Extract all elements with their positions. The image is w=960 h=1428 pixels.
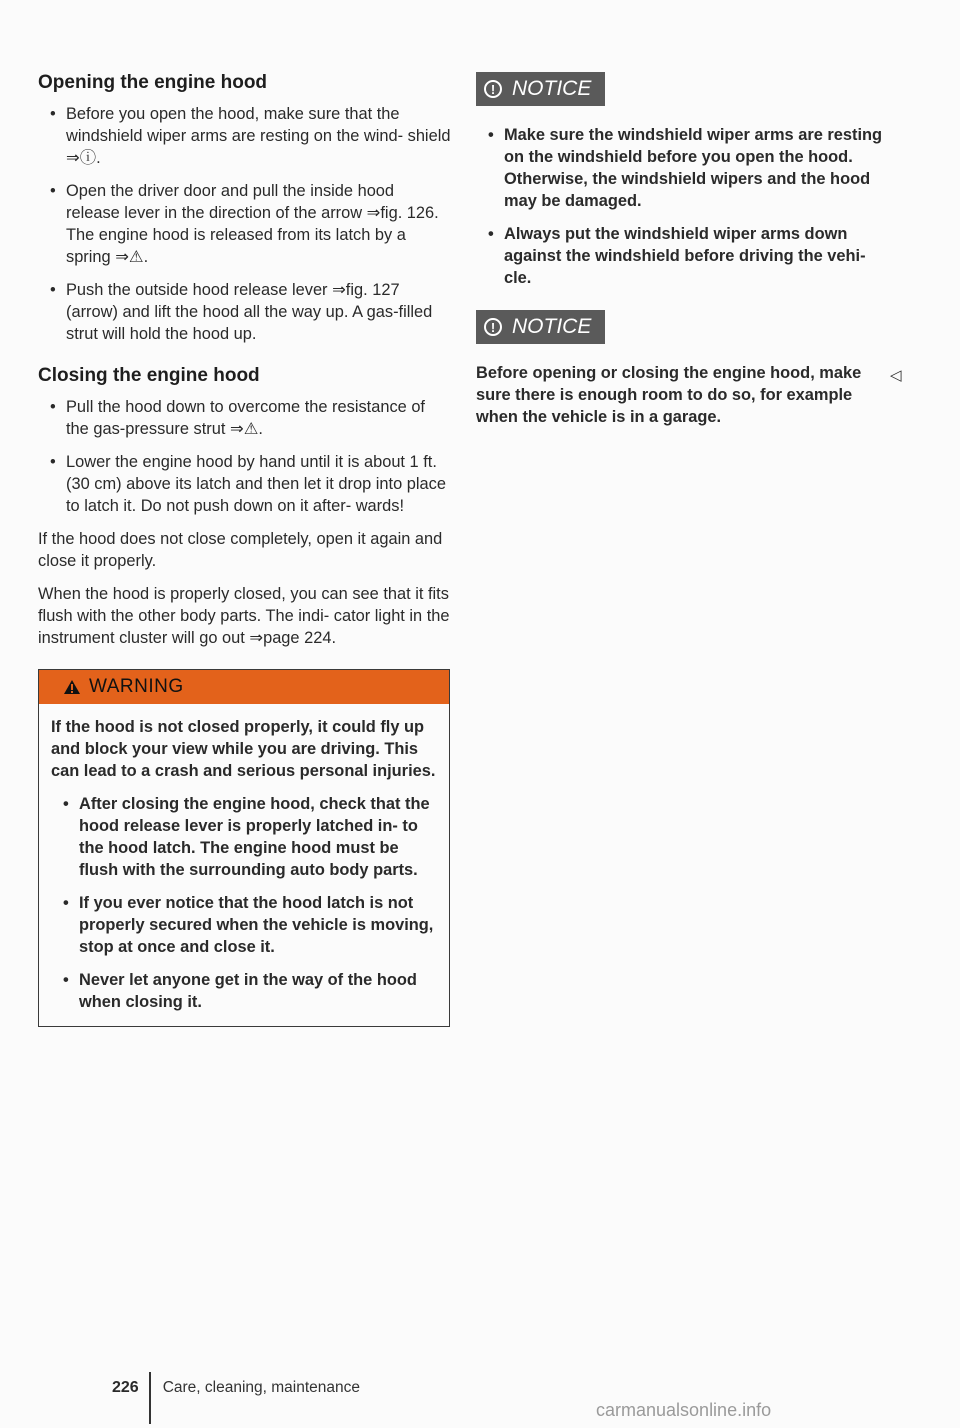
page-number: 226 bbox=[112, 1379, 139, 1396]
warning-body bbox=[39, 704, 449, 1026]
notice-icon: ! bbox=[484, 318, 502, 336]
left-column bbox=[38, 72, 452, 1027]
closing-title: Closing the engine hood bbox=[38, 365, 260, 386]
notice-body bbox=[476, 362, 886, 428]
notice-label: NOTICE bbox=[512, 315, 592, 338]
notice-body bbox=[476, 124, 886, 289]
warning-triangle-icon bbox=[63, 679, 81, 695]
notice-header bbox=[476, 310, 605, 344]
section-title: Care, cleaning, maintenance bbox=[162, 1379, 361, 1396]
list-item: • Open the driver door and pull the inside hood release lever in the direction of the arrow ⇒fig. 126. The engine hood is released from its latch by a spring ⇒⚠. bbox=[38, 180, 452, 268]
right-column bbox=[476, 72, 886, 439]
list-item: • Always put the windshield wiper arms down against the windshield before driving the vehi- cle. bbox=[476, 223, 886, 289]
list-item: • If you ever notice that the hood latch is not properly secured when the vehicle is moving, stop at once and close it. bbox=[51, 892, 437, 958]
notice-text: Before opening or closing the engine hood, make sure there is enough room to do so, for example when the vehicle is in a garage. bbox=[476, 364, 862, 426]
list-item: • Push the outside hood release lever ⇒fig. 127 (arrow) and lift the hood all the way up. A gas-filled strut will hold the hood up. bbox=[38, 279, 452, 345]
list-item: • Pull the hood down to overcome the resistance of the gas-pressure strut ⇒⚠. bbox=[38, 396, 452, 440]
paragraph: If the hood does not close completely, open it again and close it properly. bbox=[38, 530, 443, 570]
list-item: • Make sure the windshield wiper arms are resting on the windshield before you open the hood. Otherwise, the windshield wipers and the hood may be damaged. bbox=[476, 124, 886, 212]
footer-divider bbox=[149, 1372, 151, 1424]
paragraph: When the hood is properly closed, you can see that it fits flush with the other body parts. The indi- cator light in the instrument cluster will go out ⇒page 224. bbox=[38, 585, 450, 647]
list-item: • Lower the engine hood by hand until it is about 1 ft. (30 cm) above its latch and then let it drop into place to latch it. Do not push down on it after- wards! bbox=[38, 451, 452, 517]
section-end-icon: ◁ bbox=[890, 367, 902, 384]
warning-intro: If the hood is not closed properly, it could fly up and block your view while you are driving. This can lead to a crash and serious personal injuries. bbox=[51, 718, 436, 780]
notice-header bbox=[476, 72, 605, 106]
warning-label: WARNING bbox=[89, 676, 184, 697]
list-item: • After closing the engine hood, check that the hood release lever is properly latched in- to the hood latch. The engine hood must be flush with the surrounding auto body parts. bbox=[51, 793, 437, 881]
list-item: • Before you open the hood, make sure that the windshield wiper arms are resting on the wind- shield ⇒ⓘ. bbox=[38, 103, 452, 169]
warning-box bbox=[38, 669, 450, 1027]
list-item: • Never let anyone get in the way of the hood when closing it. bbox=[51, 969, 437, 1013]
notice-label: NOTICE bbox=[512, 77, 592, 100]
page-footer bbox=[112, 1372, 360, 1424]
warning-header bbox=[39, 670, 449, 704]
notice-icon: ! bbox=[484, 80, 502, 98]
opening-title: Opening the engine hood bbox=[38, 72, 268, 93]
watermark: carmanualsonline.info bbox=[596, 1400, 772, 1420]
